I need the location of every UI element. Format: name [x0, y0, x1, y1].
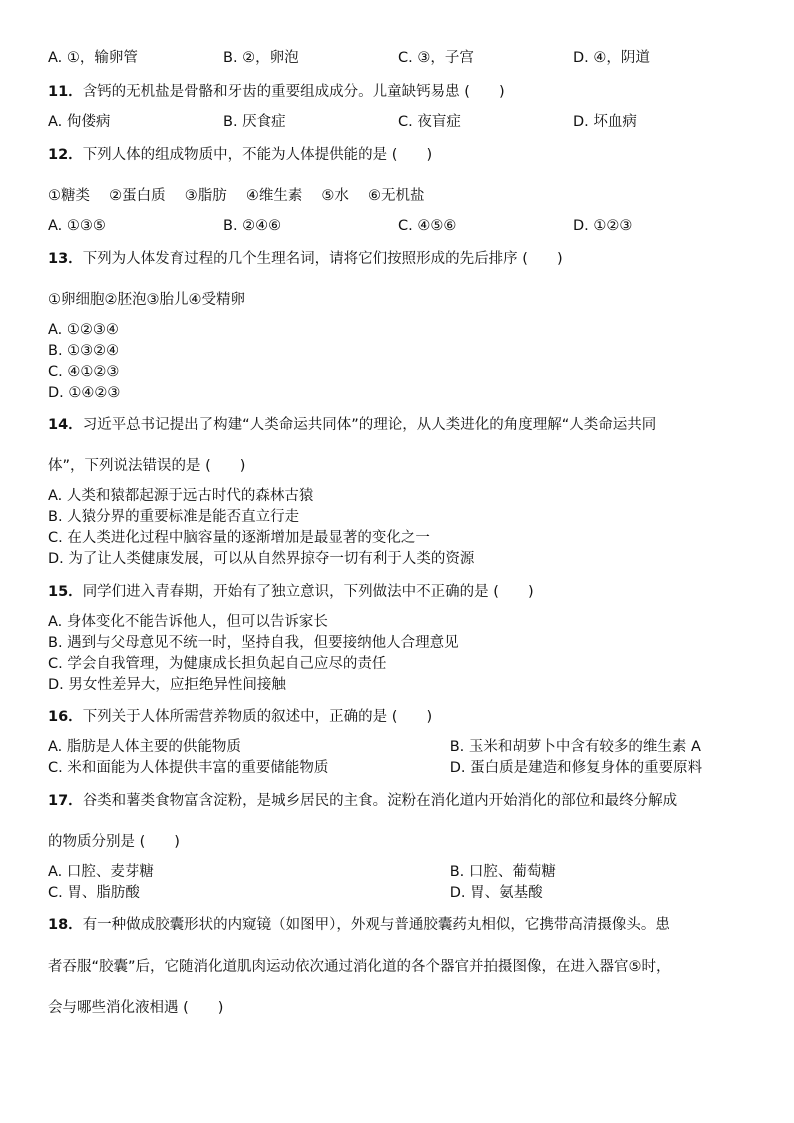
question-18-stem-cont: 者吞服“胶囊”后，它随消化道肌肉运动依次通过消化道的各个器官并拍摄图像，在进入器官⑤时，	[48, 959, 671, 975]
question-text: 下列为人体发育过程的几个生理名词，请将它们按照形成的先后排序 ( )	[82, 251, 563, 267]
q16-options-row2	[48, 758, 748, 778]
question-13-stem	[48, 249, 563, 269]
option-c: C. 学会自我管理，为健康成长担负起自己应尽的责任	[48, 656, 387, 672]
q11-options	[48, 112, 748, 132]
option-c: C. 夜盲症	[398, 114, 461, 130]
option-b: B. ②，卵泡	[223, 50, 299, 66]
option-d: D. 坏血病	[573, 114, 637, 130]
option-a: A. 身体变化不能告诉他人，但可以告诉家长	[48, 614, 328, 630]
option-d: D. 蛋白质是建造和修复身体的重要原料	[449, 760, 703, 776]
question-16-stem	[48, 707, 432, 727]
question-14-stem	[48, 415, 656, 435]
question-number: 13．	[48, 251, 83, 267]
question-17-stem	[48, 791, 677, 811]
question-number: 18．	[48, 917, 83, 933]
option-a: A. ①②③④	[48, 322, 119, 338]
question-17-stem-cont: 的物质分别是 ( )	[48, 834, 180, 850]
option-b: B. 人猿分界的重要标准是能否直立行走	[48, 509, 300, 525]
question-12-stem	[48, 145, 432, 165]
question-11-stem	[48, 82, 505, 102]
option-c: C. ③，子宫	[398, 50, 474, 66]
q10-options	[48, 48, 748, 68]
option-b: B. 厌食症	[223, 114, 286, 130]
question-12-items: ①糖类 ②蛋白质 ③脂肪 ④维生素 ⑤水 ⑥无机盐	[48, 188, 425, 204]
question-text: 下列人体的组成物质中，不能为人体提供能的是 ( )	[82, 147, 433, 163]
question-text: 习近平总书记提出了构建“人类命运共同体”的理论，从人类进化的角度理解“人类命运共同	[82, 417, 657, 433]
option-c: C. ④⑤⑥	[398, 218, 457, 234]
question-number: 14．	[48, 417, 83, 433]
question-18-stem	[48, 915, 670, 935]
question-number: 12．	[48, 147, 83, 163]
question-15-stem	[48, 582, 534, 602]
option-b: B. 玉米和胡萝卜中含有较多的维生素 A	[449, 739, 701, 755]
question-text: 同学们进入青春期，开始有了独立意识，下列做法中不正确的是 ( )	[82, 584, 534, 600]
question-number: 17．	[48, 793, 83, 809]
option-d: D. 胃、氨基酸	[449, 885, 543, 901]
option-a: A. ①③⑤	[48, 218, 106, 234]
option-b: B. 遇到与父母意见不统一时，坚持自我，但要接纳他人合理意见	[48, 635, 459, 651]
q16-options-row1	[48, 737, 748, 757]
option-a: A. 脂肪是人体主要的供能物质	[48, 739, 241, 755]
question-text: 谷类和薯类食物富含淀粉，是城乡居民的主食。淀粉在消化道内开始消化的部位和最终分解成	[82, 793, 678, 809]
option-a: A. ①，输卵管	[48, 50, 138, 66]
question-number: 15．	[48, 584, 83, 600]
option-b: B. ①③②④	[48, 343, 120, 359]
question-text: 含钙的无机盐是骨骼和牙齿的重要组成成分。儿童缺钙易患 ( )	[82, 84, 505, 100]
question-13-items: ①卵细胞②胚泡③胎儿④受精卵	[48, 292, 245, 308]
question-text: 下列关于人体所需营养物质的叙述中，正确的是 ( )	[82, 709, 433, 725]
option-c: C. 米和面能为人体提供丰富的重要储能物质	[48, 760, 329, 776]
option-c: C. ④①②③	[48, 364, 120, 380]
q17-options-row2	[48, 883, 748, 903]
question-number: 16．	[48, 709, 83, 725]
option-c: C. 胃、脂肪酸	[48, 885, 140, 901]
option-d: D. ①④②③	[48, 385, 121, 401]
q17-options-row1	[48, 862, 748, 882]
question-14-stem-cont: 体”，下列说法错误的是 ( )	[48, 458, 246, 474]
option-a: A. 口腔、麦芽糖	[48, 864, 154, 880]
option-a: A. 人类和猿都起源于远古时代的森林古猿	[48, 488, 314, 504]
option-a: A. 佝偻病	[48, 114, 111, 130]
option-d: D. ①②③	[573, 218, 633, 234]
option-c: C. 在人类进化过程中脑容量的逐渐增加是最显著的变化之一	[48, 530, 430, 546]
option-d: D. ④，阴道	[573, 50, 650, 66]
question-text: 有一种做成胶囊形状的内窥镜（如图甲），外观与普通胶囊药丸相似，它携带高清摄像头。患	[82, 917, 670, 933]
q12-options	[48, 216, 748, 236]
question-18-stem-cont2: 会与哪些消化液相遇 ( )	[48, 1000, 224, 1016]
option-d: D. 男女性差异大，应拒绝异性间接触	[48, 677, 286, 693]
option-d: D. 为了让人类健康发展，可以从自然界掠夺一切有利于人类的资源	[48, 551, 475, 567]
option-b: B. ②④⑥	[223, 218, 282, 234]
question-number: 11．	[48, 84, 83, 100]
option-b: B. 口腔、葡萄糖	[449, 864, 556, 880]
